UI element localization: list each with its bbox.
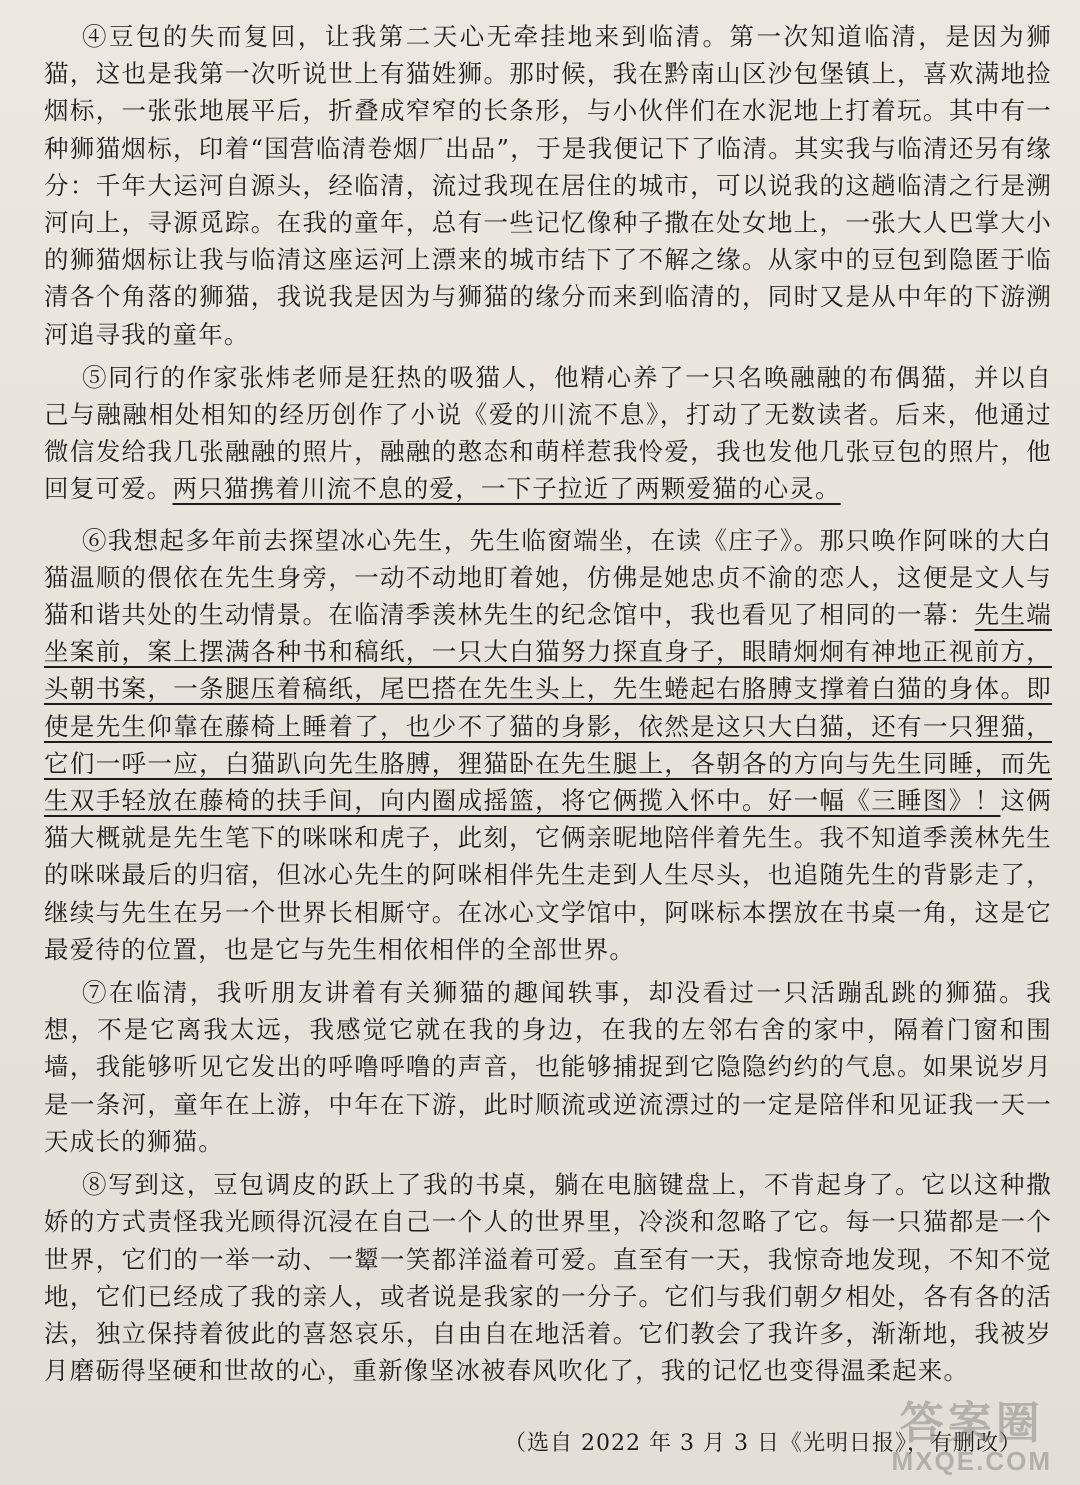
paragraph-5-text: ⑤同行的作家张炜老师是狂热的吸猫人，他精心养了一只名唤融融的布偶猫，并以自己与融融相处相知的经历创作了小说《爱的川流不息》，打动了无数读者。后来，他通过微信发给我几张融融的照片，融融的憨态和萌样惹我怜爱，我也发他几张豆包的照片，他回复可爱。 xyxy=(44,362,1052,504)
watermark-logo xyxy=(891,1399,1052,1476)
paragraph-6-text: ⑥我想起多年前去探望冰心先生，先生临窗端坐，在读《庄子》。那只唤作阿咪的大白猫温顺的偎依在先生身旁，一动不动地盯着她，仿佛是她忠贞不渝的恋人，这便是文人与猫和谐共处的生动情景。在临清季羡林先生的纪念馆中，我也看见了相同的一幕： xyxy=(44,525,1052,630)
paragraph-6-underlined: 先生端坐案前，案上摆满各种书和稿纸，一只大白猫努力探直身子，眼睛炯炯有神地正视前方，头朝书案，一条腿压着稿纸，尾巴搭在先生头上，先生蜷起右胳膊支撑着白猫的身体。即使是先生仰靠在藤椅上睡着了，也少不了猫的身影，依然是这只大白猫，还有一只狸猫，它们一呼一应，白猫趴向先生胳膊，狸猫卧在先生腿上，各朝各的方向与先生同睡，而先生双手轻放在藤椅的扶手间，向内圈成摇篮，将它俩揽入怀中。好一幅《三睡图》！ xyxy=(44,600,1052,816)
paragraph-7-text: ⑦在临清，我听朋友讲着有关狮猫的趣闻轶事，却没看过一只活蹦乱跳的狮猫。我想，不是它离我太远，我感觉它就在我的身边，在我的左邻右舍的家中，隔着门窗和围墙，我能够听见它发出的呼噜呼噜的声音，也能够捕捉到它隐隐约约的气息。如果说岁月是一条河，童年在上游，中年在下游，此时顺流或逆流漂过的一定是陪伴和见证我一天一天成长的狮猫。 xyxy=(44,978,1052,1156)
paragraph-6-after: 这俩猫大概就是先生笔下的咪咪和虎子，此刻，它俩亲昵地陪伴着先生。我不知道季羡林先生的咪咪最后的归宿，但冰心先生的阿咪相伴先生走到人生尽头，也追随先生的背影走了，继续与先生在另一个世界长相厮守。在冰心文学馆中，阿咪标本摆放在书桌一角，这是它最爱待的位置，也是它与先生相依相伴的全部世界。 xyxy=(44,786,1052,964)
source-citation: （选自 2022 年 3 月 3 日《光明日报》，有删改） xyxy=(504,1431,1022,1456)
paragraph-4-text: ④豆包的失而复回，让我第二天心无牵挂地来到临清。第一次知道临清，是因为狮猫，这也是我第一次听说世上有猫姓狮。那时候，我在黔南山区沙包堡镇上，喜欢满地捡烟标，一张张地展平后，折叠成窄窄的长条形，与小伙伴们在水泥地上打着玩。其中有一种狮猫烟标，印着“国营临清卷烟厂出品”，于是我便记下了临清。其实我与临清还另有缘分：千年大运河自源头，经临清，流过我现在居住的城市，可以说我的这趟临清之行是溯河向上，寻源觅踪。在我的童年，总有一些记忆像种子撒在处女地上，一张大人巴掌大小的狮猫烟标让我与临清这座运河上漂来的城市结下了不解之缘。从家中的豆包到隐匿于临清各个角落的狮猫，我说我是因为与狮猫的缘分而来到临清的，同时又是从中年的下游溯河追寻我的童年。 xyxy=(44,22,1052,349)
paragraph-7 xyxy=(44,974,1052,1160)
article-body xyxy=(44,18,1052,1395)
watermark-main: 答案圈 xyxy=(899,1399,1044,1448)
paragraph-8 xyxy=(44,1166,1052,1389)
watermark-sub: MXQE.COM xyxy=(891,1446,1052,1476)
paragraph-8-text: ⑧写到这，豆包调皮的跃上了我的书桌，躺在电脑键盘上，不肯起身了。它以这种撒娇的方式责怪我光顾得沉浸在自己一个人的世界里，冷淡和忽略了它。每一只猫都是一个世界，它们的一举一动、一颦一笑都洋溢着可爱。直至有一天，我惊奇地发现，不知不觉地，它们已经成了我的亲人，或者说是我家的一分子。它们与我们朝夕相处，各有各的活法，独立保持着彼此的喜怒哀乐，自由自在地活着。它们教会了我许多，渐渐地，我被岁月磨砺得坚硬和世故的心，重新像坚冰被春风吹化了，我的记忆也变得温柔起来。 xyxy=(44,1170,1052,1386)
paragraph-6 xyxy=(44,522,1052,968)
paragraph-5 xyxy=(44,359,1052,508)
paragraph-4 xyxy=(44,18,1052,353)
paragraph-5-underlined: 两只猫携着川流不息的爱，一下子拉近了两颗爱猫的心灵。 xyxy=(172,474,841,504)
